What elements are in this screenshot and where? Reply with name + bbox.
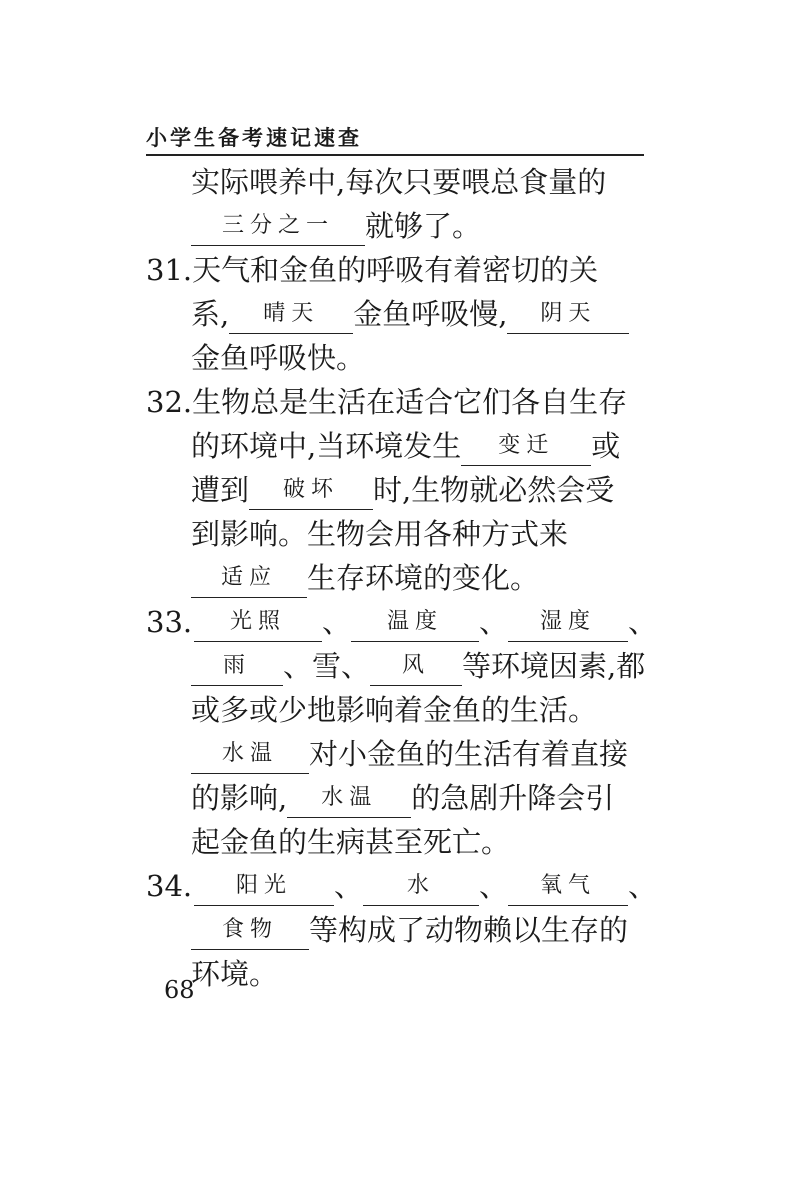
blank-field[interactable] xyxy=(191,206,365,246)
book-title: 小学生备考速记速查 xyxy=(146,126,362,150)
blank-field[interactable] xyxy=(351,602,479,642)
blank-field[interactable] xyxy=(249,470,373,510)
answer-text: 水温 xyxy=(321,785,378,810)
page-header xyxy=(146,116,644,156)
q32-line5 xyxy=(191,558,539,602)
blank-field[interactable] xyxy=(461,426,591,466)
separator: 、 xyxy=(479,605,509,639)
blank-field[interactable] xyxy=(191,646,283,686)
q33-line4 xyxy=(191,734,628,778)
text: 遭到 xyxy=(191,473,250,507)
q32-line1 xyxy=(146,382,627,426)
text: 的急剧升降会引 xyxy=(411,781,615,815)
answer-text: 湿度 xyxy=(540,609,597,634)
blank-field[interactable] xyxy=(370,646,462,686)
text: 天气和金鱼的呼吸有着密切的关 xyxy=(192,253,599,287)
answer-text: 光照 xyxy=(229,609,286,634)
blank-field[interactable] xyxy=(508,602,628,642)
q30-line1: 实际喂养中,每次只要喂总食量的 xyxy=(191,165,607,199)
q32-line3 xyxy=(191,470,614,514)
answer-text: 水温 xyxy=(221,741,278,766)
blank-field[interactable] xyxy=(191,734,309,774)
text: 系, xyxy=(191,297,230,331)
q31-line1 xyxy=(146,250,598,294)
answer-text: 风 xyxy=(402,653,431,678)
answer-text: 适应 xyxy=(220,565,277,590)
blank-field[interactable] xyxy=(507,294,629,334)
answer-text: 阳光 xyxy=(235,873,292,898)
answer-text: 三分之一 xyxy=(221,213,334,238)
q31-line3: 金鱼呼吸快。 xyxy=(191,341,366,375)
answer-text: 水 xyxy=(407,873,436,898)
q32-line2 xyxy=(191,426,620,470)
q34-line3: 环境。 xyxy=(191,957,279,991)
text: 就够了。 xyxy=(365,209,482,243)
answer-text: 雨 xyxy=(222,653,251,678)
answer-text: 阴天 xyxy=(540,301,597,326)
question-number: 34. xyxy=(146,869,193,903)
separator: 、 xyxy=(479,869,509,903)
blank-field[interactable] xyxy=(194,866,334,906)
answer-text: 晴天 xyxy=(263,301,320,326)
text: 的影响, xyxy=(191,781,288,815)
blank-field[interactable] xyxy=(191,910,309,950)
text: 等环境因素,都 xyxy=(462,649,646,683)
answer-text: 温度 xyxy=(387,609,444,634)
q33-line3: 或多或少地影响着金鱼的生活。 xyxy=(191,693,598,727)
answer-text: 食物 xyxy=(221,917,278,942)
blank-field[interactable] xyxy=(287,778,411,818)
separator: 、 xyxy=(628,605,658,639)
text: 等构成了动物赖以生存的 xyxy=(309,913,629,947)
answer-text: 氧气 xyxy=(540,873,597,898)
q33-line5 xyxy=(191,778,614,822)
question-number: 32. xyxy=(146,385,193,419)
text: 、雪、 xyxy=(283,649,371,683)
text: 金鱼呼吸慢, xyxy=(353,297,508,331)
q33-line6: 起金鱼的生病甚至死亡。 xyxy=(191,825,511,859)
blank-field[interactable] xyxy=(229,294,353,334)
text: 对小金鱼的生活有着直接 xyxy=(309,737,629,771)
answer-text: 变迁 xyxy=(498,433,555,458)
text: 时,生物就必然会受 xyxy=(373,473,615,507)
blank-field[interactable] xyxy=(508,866,628,906)
q31-line2 xyxy=(191,294,629,338)
blank-field[interactable] xyxy=(194,602,322,642)
question-number: 33. xyxy=(146,605,193,639)
separator: 、 xyxy=(322,605,352,639)
q34-line1 xyxy=(146,866,657,910)
separator: 、 xyxy=(334,869,364,903)
q34-line2 xyxy=(191,910,628,954)
blank-field[interactable] xyxy=(191,558,307,598)
q30-line2 xyxy=(191,206,481,250)
answer-text: 破坏 xyxy=(283,477,340,502)
q32-line4: 到影响。生物会用各种方式来 xyxy=(191,517,569,551)
blank-field[interactable] xyxy=(363,866,479,906)
q33-line2 xyxy=(191,646,645,690)
text: 生存环境的变化。 xyxy=(307,561,540,595)
page-number: 68 xyxy=(164,976,195,1004)
text: 生物总是生活在适合它们各自生存 xyxy=(192,385,628,419)
question-number: 31. xyxy=(146,253,193,287)
q33-line1 xyxy=(146,602,657,646)
text: 或 xyxy=(591,429,621,463)
text: 的环境中,当环境发生 xyxy=(191,429,462,463)
separator: 、 xyxy=(628,869,658,903)
